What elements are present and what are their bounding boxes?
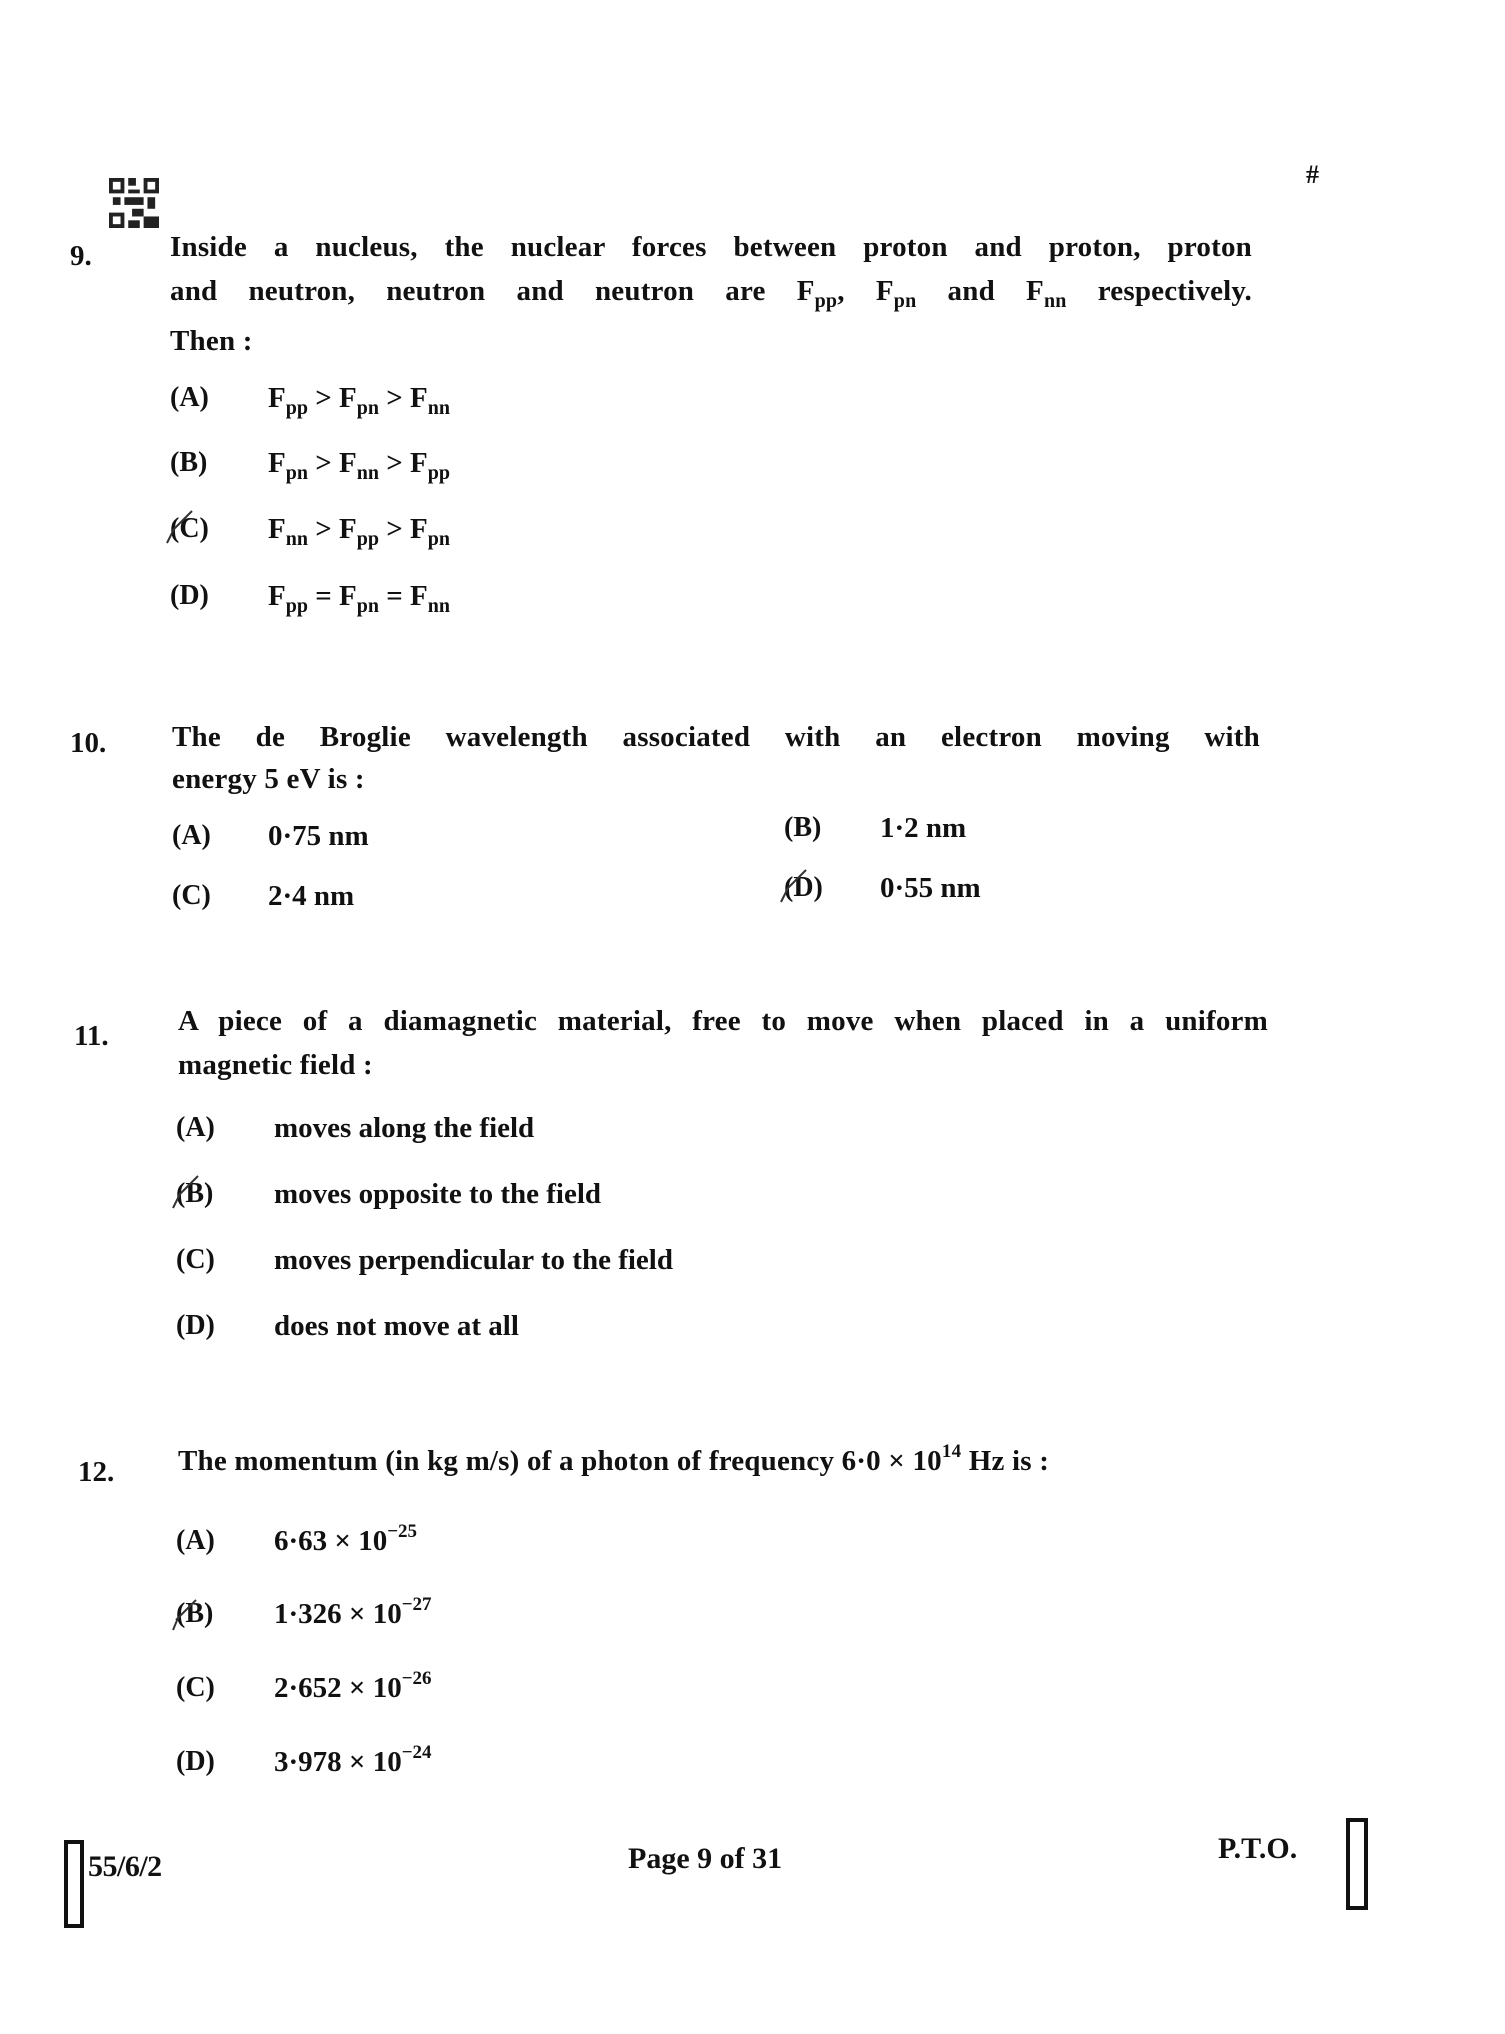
option-d[interactable]: (D) $3\cdot 978 \times 10^{-24}$ (176, 1742, 432, 1778)
option-value: $F_{pp} > F_{pn} > F_{nn}$ (268, 382, 450, 419)
option-a[interactable]: (A) $6\cdot 63 \times 10^{-25}$ (176, 1521, 418, 1557)
option-c[interactable]: (C) $2\cdot 652 \times 10^{-26}$ (176, 1668, 432, 1704)
option-d[interactable]: (D) 0·55 nm (784, 872, 823, 917)
option-c[interactable]: (C) moves perpendicular to the field (176, 1244, 673, 1276)
page-number: Page 9 of 31 (628, 1842, 783, 1875)
question-text-line: Inside a nucleus, the nuclear forces between proton and proton, proton (170, 231, 1252, 263)
question-text-line: The de Broglie wavelength associated with an electron moving with (172, 721, 1260, 753)
question-number: 9. (70, 240, 92, 272)
paper-code: 55/6/2 (88, 1850, 162, 1883)
option-a[interactable]: (A) $F_{pp} > F_{pn} > F_{nn}$ (170, 382, 450, 419)
question-text-line: and neutron, neutron and neutron are $F_{pp}$, $F_{pn}$ and $F_{nn}$ respectively. (170, 275, 1252, 312)
barcode-box-right (1346, 1818, 1368, 1910)
option-a[interactable]: (A) moves along the field (176, 1112, 535, 1144)
question-text-line: energy 5 eV is : (172, 763, 365, 795)
qr-code-icon (108, 178, 160, 228)
option-value: $6\cdot 63 \times 10^{-25}$ (274, 1521, 418, 1557)
option-b[interactable]: (B) $F_{pn} > F_{nn} > F_{pp}$ (170, 447, 450, 484)
option-value: 1·2 nm (880, 812, 967, 844)
question-number: 10. (70, 727, 107, 759)
question-number: 11. (74, 1020, 109, 1052)
question-text-line: Then : (170, 325, 253, 357)
option-b[interactable]: (B) moves opposite to the field (176, 1178, 213, 1223)
option-value: 0·55 nm (880, 872, 981, 904)
option-d[interactable]: (D) does not move at all (176, 1310, 519, 1342)
option-value: moves opposite to the field (274, 1178, 602, 1210)
option-value: moves along the field (274, 1112, 535, 1144)
option-value: 2·4 nm (268, 880, 355, 912)
barcode-box-left (64, 1840, 84, 1928)
option-b[interactable]: (B) $1\cdot 326 \times 10^{-27}$ (176, 1598, 213, 1643)
corner-mark: # (1306, 160, 1319, 189)
question-number: 12. (78, 1456, 115, 1488)
option-value: $3\cdot 978 \times 10^{-24}$ (274, 1742, 432, 1778)
option-value: $2\cdot 652 \times 10^{-26}$ (274, 1668, 432, 1704)
option-c[interactable]: (C) $F_{nn} > F_{pp} > F_{pn}$ (170, 513, 209, 558)
option-d[interactable]: (D) $F_{pp} = F_{pn} = F_{nn}$ (170, 580, 450, 617)
option-value: $1\cdot 326 \times 10^{-27}$ (274, 1594, 432, 1630)
option-value: $F_{pn} > F_{nn} > F_{pp}$ (268, 447, 450, 484)
question-text-line: The momentum (in kg m/s) of a photon of frequency $6\cdot 0 \times 10^{14}$ Hz is : (178, 1441, 1050, 1477)
pto-label: P.T.O. (1218, 1832, 1298, 1865)
option-value: 0·75 nm (268, 820, 369, 852)
question-text-line: magnetic field : (178, 1049, 373, 1081)
option-a[interactable]: (A) 0·75 nm (172, 820, 369, 852)
option-b[interactable]: (B) 1·2 nm (784, 812, 967, 844)
option-value: $F_{nn} > F_{pp} > F_{pn}$ (268, 513, 450, 550)
question-text-line: A piece of a diamagnetic material, free to move when placed in a uniform (178, 1005, 1268, 1037)
option-c[interactable]: (C) 2·4 nm (172, 880, 355, 912)
option-value: does not move at all (274, 1310, 519, 1342)
option-value: moves perpendicular to the field (274, 1244, 673, 1276)
option-value: $F_{pp} = F_{pn} = F_{nn}$ (268, 580, 450, 617)
